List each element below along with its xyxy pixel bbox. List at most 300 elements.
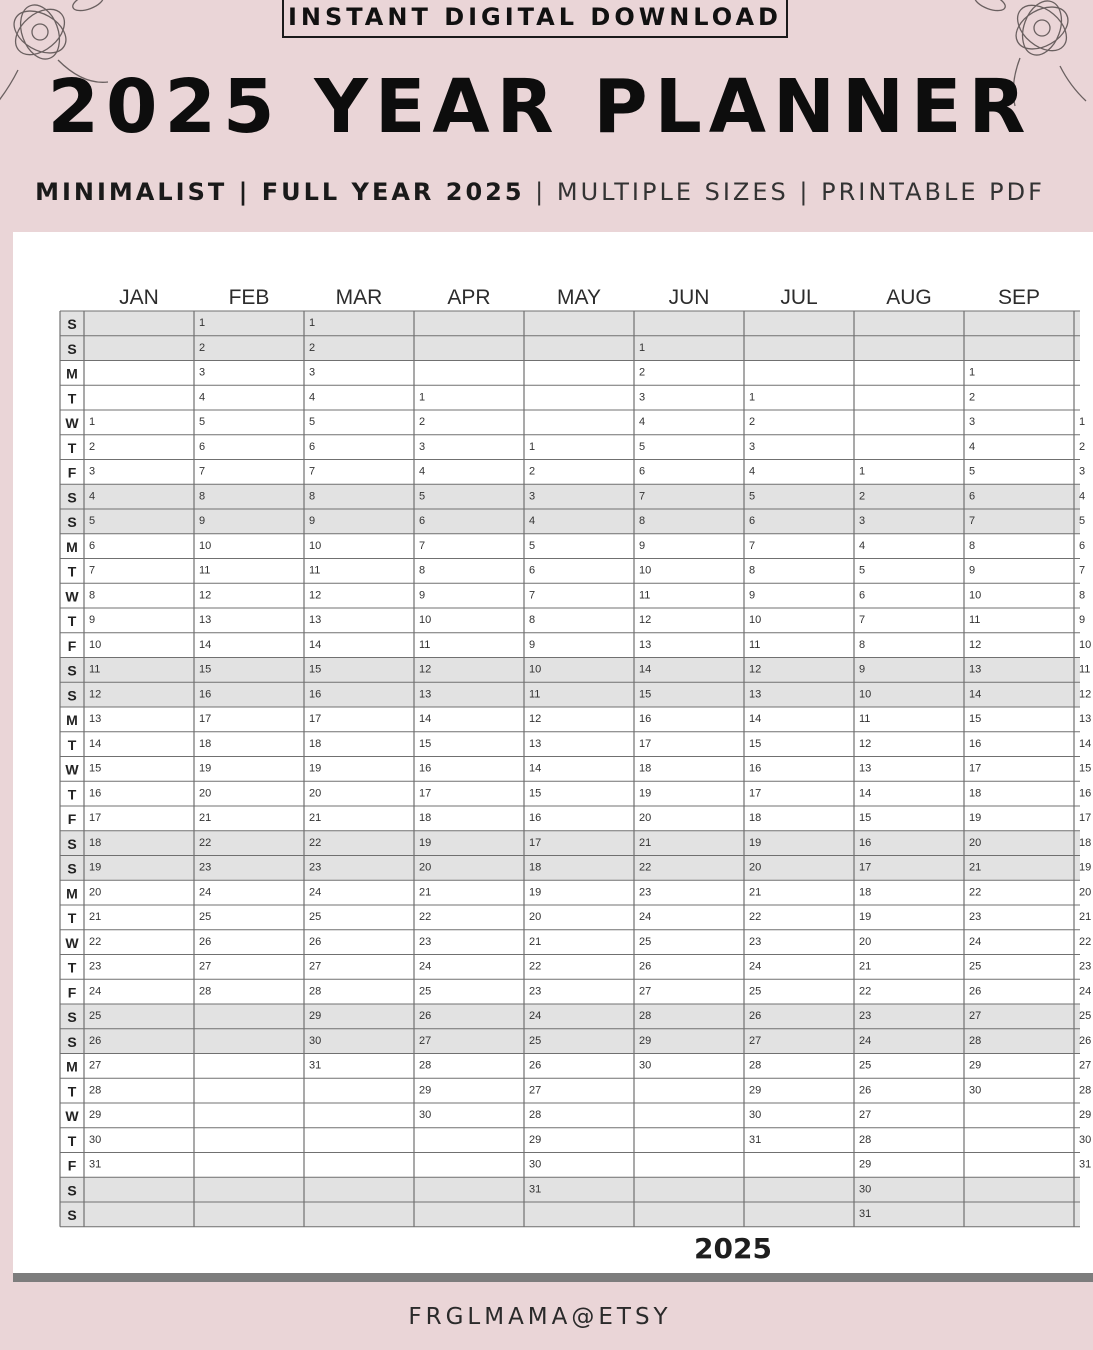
day-number: 30	[89, 1133, 102, 1146]
day-number: 4	[969, 440, 976, 453]
day-number-partial: 28	[1079, 1084, 1092, 1097]
day-number: 11	[89, 663, 101, 676]
day-number: 19	[639, 787, 652, 800]
day-number: 22	[639, 861, 652, 874]
day-number: 5	[859, 564, 866, 577]
day-number-partial: 27	[1079, 1059, 1092, 1072]
day-number: 16	[199, 688, 212, 701]
day-number: 16	[969, 737, 982, 750]
day-number: 10	[419, 614, 432, 626]
day-number: 25	[309, 911, 322, 923]
day-number: 26	[859, 1084, 872, 1097]
page-title: 2025 YEAR PLANNER	[47, 64, 1033, 150]
day-number: 4	[419, 465, 426, 478]
day-number: 1	[89, 416, 96, 428]
day-number: 27	[749, 1034, 762, 1047]
day-number: 18	[749, 812, 762, 824]
day-number: 11	[199, 564, 211, 577]
day-number: 21	[859, 960, 872, 973]
day-number: 21	[969, 861, 982, 874]
day-number: 18	[199, 737, 212, 750]
day-number: 9	[529, 638, 536, 651]
day-number: 16	[89, 787, 102, 800]
day-number: 26	[309, 935, 322, 948]
day-number: 10	[969, 589, 982, 602]
weekday-label: M	[66, 712, 78, 728]
day-number: 7	[859, 614, 866, 626]
day-number: 3	[199, 366, 206, 379]
day-number: 21	[199, 812, 212, 824]
day-number: 9	[969, 564, 976, 577]
day-number: 2	[309, 341, 316, 354]
day-number: 1	[419, 391, 426, 404]
day-number: 25	[969, 960, 982, 973]
day-number-partial: 19	[1079, 861, 1092, 874]
weekday-label: F	[67, 637, 77, 654]
day-number: 29	[419, 1084, 432, 1097]
day-number: 24	[859, 1034, 872, 1047]
day-number: 18	[529, 861, 542, 874]
day-number: 2	[639, 366, 646, 379]
month-header-jan: JAN	[119, 286, 159, 309]
day-number: 4	[309, 391, 316, 404]
day-number: 2	[969, 391, 976, 404]
day-number: 14	[199, 638, 212, 651]
day-number: 27	[419, 1034, 432, 1047]
weekday-label: W	[65, 415, 79, 431]
day-number: 12	[199, 589, 212, 602]
day-number: 8	[529, 614, 536, 626]
day-number: 22	[89, 935, 102, 948]
day-number: 26	[749, 1010, 762, 1022]
day-number: 31	[89, 1158, 102, 1171]
day-number: 26	[529, 1059, 542, 1072]
day-number: 19	[199, 762, 212, 775]
day-number: 25	[419, 985, 432, 998]
day-number: 8	[89, 589, 96, 602]
weekend-row-shade	[60, 311, 1080, 336]
day-number: 1	[639, 341, 646, 354]
day-number: 13	[309, 614, 322, 626]
weekend-row-shade	[60, 484, 1080, 509]
day-number: 16	[859, 836, 872, 849]
day-number-partial: 6	[1079, 539, 1086, 552]
day-number-partial: 10	[1079, 638, 1092, 651]
day-number: 11	[969, 614, 981, 626]
weekday-label: S	[67, 1207, 77, 1223]
day-number: 8	[639, 515, 646, 527]
day-number: 13	[89, 713, 102, 725]
month-header-apr: APR	[447, 286, 491, 309]
day-number: 20	[969, 836, 982, 849]
day-number: 24	[529, 1010, 542, 1022]
day-number: 30	[749, 1109, 762, 1121]
day-number: 14	[749, 713, 762, 725]
day-number: 3	[859, 515, 866, 527]
day-number: 19	[749, 836, 762, 849]
day-number: 7	[89, 564, 96, 577]
weekday-label: S	[67, 340, 77, 357]
day-number-partial: 15	[1079, 762, 1092, 775]
day-number: 11	[639, 589, 651, 602]
day-number: 14	[419, 713, 432, 725]
day-number: 30	[639, 1059, 652, 1072]
day-number-partial: 20	[1079, 886, 1092, 899]
day-number: 15	[859, 812, 872, 824]
weekend-row-shade	[60, 856, 1080, 881]
day-number-partial: 29	[1079, 1109, 1092, 1121]
day-number: 22	[749, 911, 762, 923]
day-number: 26	[199, 935, 212, 948]
day-number: 14	[89, 737, 102, 750]
day-number: 6	[969, 490, 976, 503]
day-number: 26	[419, 1010, 432, 1022]
day-number: 18	[859, 886, 872, 899]
day-number: 6	[859, 589, 866, 602]
day-number: 19	[969, 812, 982, 824]
day-number: 14	[859, 787, 872, 800]
day-number: 3	[749, 440, 756, 453]
day-number-partial: 24	[1079, 985, 1092, 998]
day-number: 11	[749, 638, 761, 651]
day-number: 25	[199, 911, 212, 923]
day-number: 24	[89, 985, 102, 998]
day-number: 7	[969, 515, 976, 527]
day-number: 28	[969, 1034, 982, 1047]
day-number: 23	[639, 886, 652, 899]
day-number: 24	[419, 960, 432, 973]
day-number: 29	[309, 1010, 322, 1022]
day-number: 9	[199, 515, 206, 527]
day-number: 4	[859, 539, 866, 552]
day-number: 29	[859, 1158, 872, 1171]
day-number: 28	[199, 985, 212, 998]
day-number: 13	[859, 762, 872, 775]
day-number: 20	[309, 787, 322, 800]
day-number: 29	[749, 1084, 762, 1097]
day-number-partial: 17	[1079, 812, 1092, 824]
month-header-feb: FEB	[228, 286, 270, 309]
day-number: 15	[89, 762, 102, 775]
day-number-partial: 8	[1079, 589, 1086, 602]
day-number: 4	[529, 515, 536, 527]
day-number: 30	[529, 1158, 542, 1171]
weekday-label: M	[66, 538, 78, 555]
day-number: 11	[419, 638, 431, 651]
day-number: 27	[199, 960, 212, 973]
day-number: 31	[859, 1208, 872, 1220]
day-number: 10	[89, 638, 102, 651]
day-number: 21	[419, 886, 432, 899]
day-number: 15	[749, 737, 762, 750]
day-number: 15	[969, 713, 982, 725]
day-number: 3	[309, 366, 316, 379]
shop-credit: FRGLMAMA@ETSY	[408, 1304, 672, 1330]
weekend-row-shade	[60, 1202, 1080, 1227]
month-header-mar: MAR	[335, 286, 383, 309]
day-number-partial: 18	[1079, 836, 1092, 849]
day-number: 9	[639, 539, 646, 552]
day-number: 7	[309, 465, 316, 478]
day-number: 11	[309, 564, 321, 577]
day-number: 18	[969, 787, 982, 800]
weekday-label: T	[67, 439, 77, 456]
day-number: 4	[89, 490, 96, 503]
day-number: 26	[89, 1034, 102, 1047]
day-number: 8	[309, 490, 316, 503]
day-number-partial: 25	[1079, 1010, 1092, 1022]
day-number: 20	[749, 861, 762, 874]
day-number: 10	[859, 688, 872, 701]
day-number: 28	[309, 985, 322, 998]
day-number: 22	[969, 886, 982, 899]
day-number: 10	[529, 663, 542, 676]
day-number: 20	[89, 886, 102, 899]
day-number: 30	[859, 1183, 872, 1196]
day-number: 13	[639, 638, 652, 651]
day-number-partial: 26	[1079, 1034, 1092, 1047]
day-number: 6	[529, 564, 536, 577]
day-number: 7	[529, 589, 536, 602]
day-number: 14	[529, 762, 542, 775]
day-number: 2	[199, 341, 206, 354]
day-number: 9	[859, 663, 866, 676]
weekday-label: F	[67, 464, 77, 481]
day-number: 7	[639, 490, 646, 503]
day-number: 29	[969, 1059, 982, 1072]
day-number: 12	[309, 589, 322, 602]
day-number: 22	[859, 985, 872, 998]
day-number: 30	[309, 1034, 322, 1047]
day-number: 16	[419, 762, 432, 775]
day-number: 5	[89, 515, 96, 527]
day-number: 17	[859, 861, 872, 874]
day-number: 21	[529, 935, 542, 948]
day-number: 12	[89, 688, 102, 701]
day-number: 2	[419, 416, 426, 428]
day-number: 25	[639, 935, 652, 948]
day-number: 19	[859, 911, 872, 923]
month-header-jun: JUN	[668, 286, 710, 309]
day-number: 8	[749, 564, 756, 577]
weekday-label: T	[67, 563, 77, 580]
day-number: 5	[199, 416, 206, 428]
day-number: 6	[309, 440, 316, 453]
day-number: 6	[639, 465, 646, 478]
weekend-row-shade	[60, 1029, 1080, 1054]
day-number: 17	[199, 713, 212, 725]
day-number: 25	[89, 1010, 102, 1022]
day-number: 9	[749, 589, 756, 602]
day-number: 2	[859, 490, 866, 503]
day-number: 25	[859, 1059, 872, 1072]
weekday-label: T	[67, 786, 77, 803]
weekend-row-shade	[60, 682, 1080, 707]
day-number: 25	[749, 985, 762, 998]
day-number-partial: 22	[1079, 935, 1092, 948]
day-number: 29	[529, 1133, 542, 1146]
weekday-label: S	[67, 489, 77, 506]
day-number-partial: 4	[1079, 490, 1086, 503]
day-number: 22	[309, 836, 322, 849]
day-number: 17	[639, 737, 652, 750]
day-number: 27	[89, 1059, 102, 1072]
day-number: 1	[199, 317, 206, 329]
weekday-label: S	[67, 835, 77, 852]
day-number: 28	[529, 1109, 542, 1121]
day-number: 16	[749, 762, 762, 775]
day-number: 25	[529, 1034, 542, 1047]
day-number: 24	[199, 886, 212, 899]
day-number: 6	[89, 539, 96, 552]
day-number: 15	[419, 737, 432, 750]
day-number: 19	[89, 861, 102, 874]
weekday-label: T	[67, 613, 77, 629]
day-number-partial: 9	[1079, 614, 1086, 626]
day-number: 5	[639, 440, 646, 453]
weekday-label: M	[66, 365, 78, 382]
day-number: 5	[969, 465, 976, 478]
instant-download-banner: INSTANT DIGITAL DOWNLOAD	[282, 0, 788, 38]
day-number-partial: 31	[1079, 1158, 1092, 1171]
day-number: 16	[529, 812, 542, 824]
weekday-label: T	[67, 959, 77, 976]
day-number: 19	[529, 886, 542, 899]
weekday-label: S	[67, 662, 77, 679]
day-number: 17	[749, 787, 762, 800]
weekend-row-shade	[60, 336, 1080, 361]
day-number-partial: 13	[1079, 713, 1092, 725]
day-number: 20	[419, 861, 432, 874]
weekend-row-shade	[60, 831, 1080, 856]
weekday-label: T	[67, 910, 77, 926]
day-number: 24	[749, 960, 762, 973]
day-number: 13	[969, 663, 982, 676]
subtitle-bold: MINIMALIST | FULL YEAR 2025	[35, 178, 525, 206]
day-number: 8	[969, 539, 976, 552]
day-number: 31	[309, 1059, 322, 1072]
day-number: 19	[419, 836, 432, 849]
day-number: 12	[749, 663, 762, 676]
day-number: 22	[419, 911, 432, 923]
weekday-label: T	[67, 1083, 77, 1100]
day-number: 17	[309, 713, 322, 725]
day-number: 27	[529, 1084, 542, 1097]
weekday-label: S	[67, 316, 77, 332]
weekday-label: W	[65, 1108, 79, 1124]
day-number: 18	[639, 762, 652, 775]
month-header-sep: SEP	[997, 286, 1041, 309]
day-number-partial: 2	[1079, 440, 1086, 453]
day-number-partial: 16	[1079, 787, 1092, 800]
day-number-partial: 7	[1079, 564, 1086, 577]
weekday-label: W	[65, 588, 79, 605]
day-number: 28	[749, 1059, 762, 1072]
day-number: 14	[969, 688, 982, 701]
day-number: 7	[419, 539, 426, 552]
day-number: 23	[969, 911, 982, 923]
weekday-label: T	[67, 1132, 77, 1149]
day-number: 24	[309, 886, 322, 899]
weekend-row-shade	[60, 1177, 1080, 1202]
day-number: 10	[749, 614, 762, 626]
day-number: 23	[749, 935, 762, 948]
day-number: 1	[969, 366, 976, 379]
day-number: 20	[859, 935, 872, 948]
day-number: 30	[969, 1084, 982, 1097]
day-number: 15	[309, 663, 322, 676]
day-number: 23	[419, 935, 432, 948]
day-number: 6	[749, 515, 756, 527]
weekday-label: F	[67, 1157, 77, 1174]
day-number: 3	[969, 416, 976, 428]
month-header-may: MAY	[557, 286, 601, 309]
day-number: 3	[89, 465, 96, 478]
day-number: 28	[89, 1084, 102, 1097]
weekday-label: S	[67, 1009, 77, 1025]
day-number: 16	[639, 713, 652, 725]
day-number: 23	[89, 960, 102, 973]
day-number: 26	[969, 985, 982, 998]
day-number: 17	[529, 836, 542, 849]
day-number-partial: 23	[1079, 960, 1092, 973]
day-number: 9	[419, 589, 426, 602]
day-number: 27	[639, 985, 652, 998]
day-number: 12	[969, 638, 982, 651]
day-number: 20	[639, 812, 652, 824]
day-number: 12	[419, 663, 432, 676]
day-number: 6	[199, 440, 206, 453]
day-number: 24	[639, 911, 652, 923]
day-number: 24	[969, 935, 982, 948]
day-number: 27	[859, 1109, 872, 1121]
day-number: 10	[309, 539, 322, 552]
day-number: 13	[419, 688, 432, 701]
weekday-label: M	[66, 885, 78, 902]
day-number: 30	[419, 1109, 432, 1121]
day-number: 14	[639, 663, 652, 676]
weekday-label: W	[65, 934, 79, 951]
day-number: 10	[199, 539, 212, 552]
day-number: 28	[639, 1010, 652, 1022]
day-number: 7	[749, 539, 756, 552]
day-number: 31	[749, 1133, 762, 1146]
day-number: 12	[639, 614, 652, 626]
day-number: 27	[969, 1010, 982, 1022]
day-number: 1	[859, 465, 866, 478]
weekday-label: S	[67, 1033, 77, 1050]
day-number: 29	[89, 1109, 102, 1121]
weekday-label: S	[67, 687, 77, 704]
day-number: 2	[749, 416, 756, 428]
day-number: 8	[859, 638, 866, 651]
day-number: 2	[89, 440, 96, 453]
day-number: 15	[529, 787, 542, 800]
day-number: 17	[89, 812, 102, 824]
weekday-label: S	[67, 514, 77, 530]
day-number: 17	[969, 762, 982, 775]
day-number: 22	[529, 960, 542, 973]
day-number-partial: 12	[1079, 688, 1092, 701]
day-number: 8	[199, 490, 206, 503]
day-number: 1	[529, 440, 536, 453]
day-number: 1	[309, 317, 316, 329]
weekday-label: M	[66, 1058, 78, 1075]
day-number: 23	[859, 1010, 872, 1022]
day-number: 4	[199, 391, 206, 404]
day-number: 18	[309, 737, 322, 750]
weekday-label: S	[67, 1182, 77, 1199]
